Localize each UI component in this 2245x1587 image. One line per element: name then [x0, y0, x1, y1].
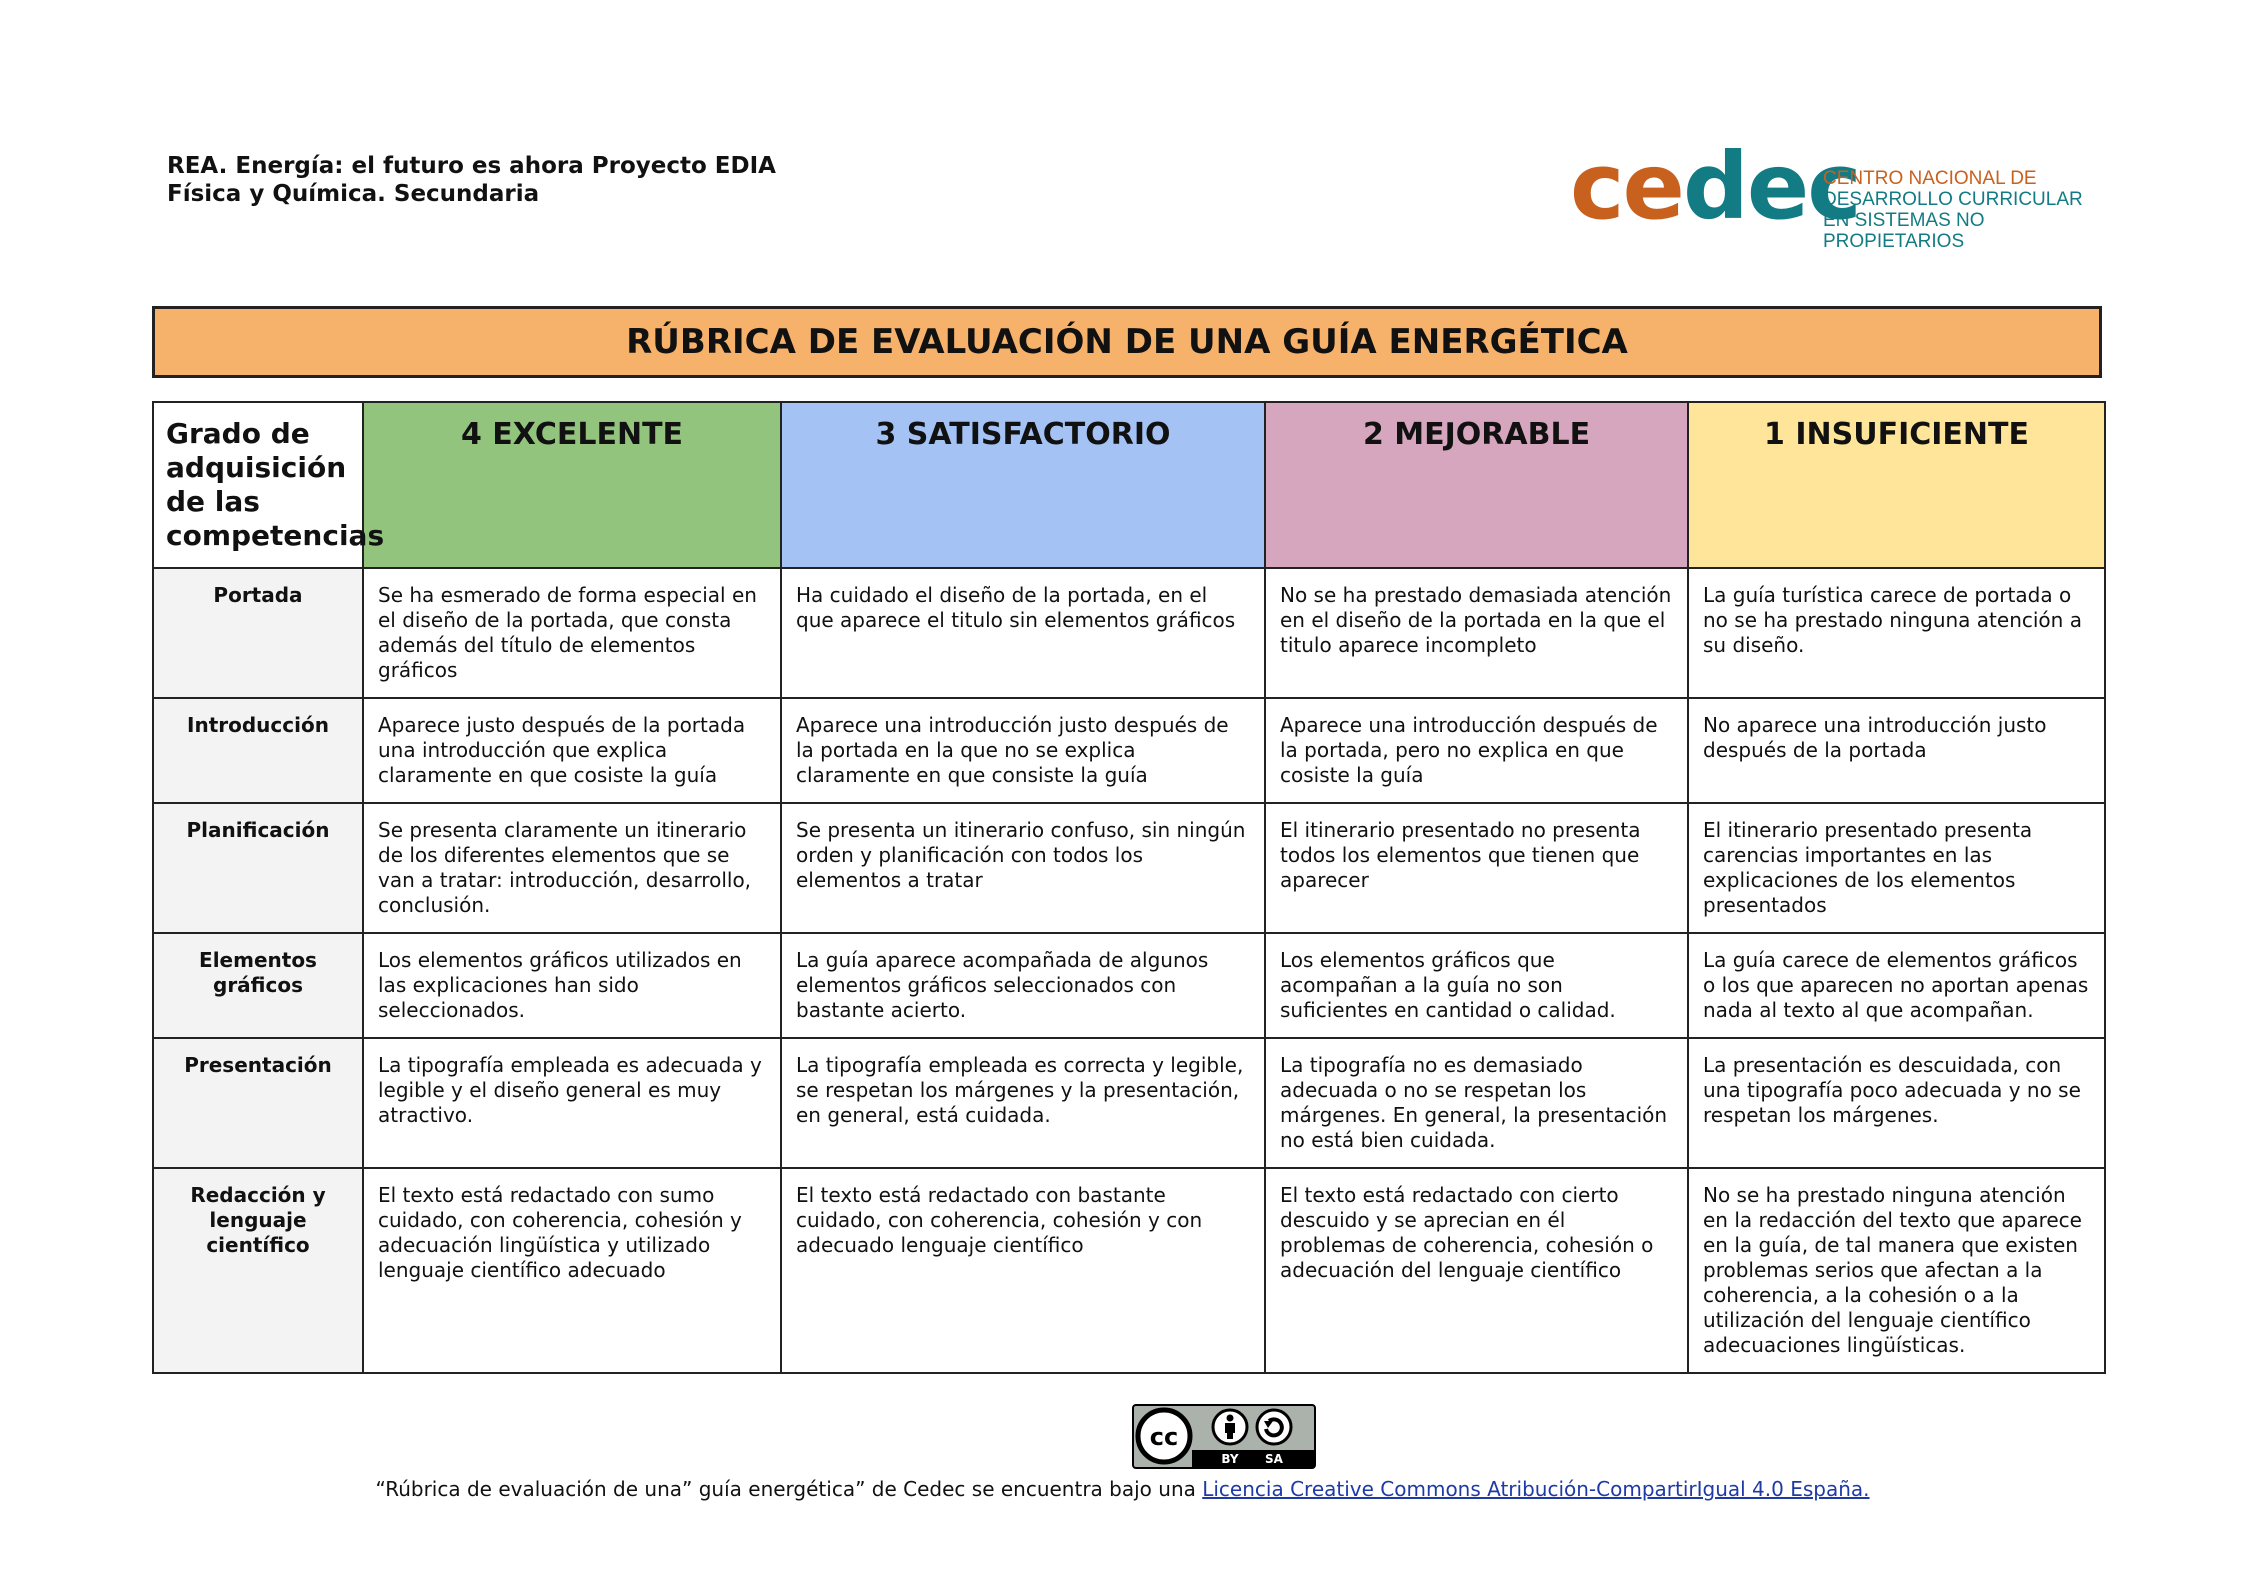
- badge-by-label: BY: [1221, 1452, 1239, 1466]
- rubric-cell: Se presenta claramente un itinerario de los diferentes elementos que se van a tratar: introducción, desarrollo, conclusión.: [363, 803, 781, 933]
- svg-text:cc: cc: [1149, 1423, 1179, 1451]
- rubric-cell: Ha cuidado el diseño de la portada, en el que aparece el titulo sin elementos gráficos: [781, 568, 1265, 698]
- rubric-cell: El texto está redactado con bastante cuidado, con coherencia, cohesión y con adecuado lenguaje científico: [781, 1168, 1265, 1373]
- rubric-title-text: RÚBRICA DE EVALUACIÓN DE UNA GUÍA ENERGÉTICA: [626, 322, 1628, 362]
- criterion-cell: Redacción y lenguaje científico: [153, 1168, 363, 1373]
- rubric-title: [152, 306, 2102, 378]
- rubric-cell: La tipografía empleada es correcta y legible, se respetan los márgenes y la presentación, en general, está cuidada.: [781, 1038, 1265, 1168]
- rubric-cell: Aparece una introducción justo después de la portada en la que no se explica claramente en que consiste la guía: [781, 698, 1265, 803]
- corner-header: Grado de adquisición de las competencias: [153, 402, 363, 568]
- license-footer: [0, 1477, 2245, 1501]
- cedec-logo: [1570, 133, 2100, 252]
- rubric-cell: El itinerario presentado presenta carencias importantes en las explicaciones de los elementos presentados: [1688, 803, 2105, 933]
- level-header-mejorable: 2 MEJORABLE: [1265, 402, 1688, 568]
- license-link[interactable]: Licencia Creative Commons Atribución-CompartirIgual 4.0 España.: [1202, 1477, 1870, 1501]
- table-row: [153, 1168, 2105, 1373]
- rubric-cell: Se presenta un itinerario confuso, sin ningún orden y planificación con todos los elementos a tratar: [781, 803, 1265, 933]
- criterion-cell: Presentación: [153, 1038, 363, 1168]
- level-header-insuficiente: 1 INSUFICIENTE: [1688, 402, 2105, 568]
- rubric-cell: La tipografía empleada es adecuada y legible y el diseño general es muy atractivo.: [363, 1038, 781, 1168]
- share-alike-icon: [1257, 1410, 1291, 1444]
- document-header: [167, 152, 776, 208]
- logo-tagline: [1823, 168, 2100, 252]
- table-row: [153, 803, 2105, 933]
- level-header-satisfactorio: 3 SATISFACTORIO: [781, 402, 1265, 568]
- header-line-2: Física y Química. Secundaria: [167, 181, 540, 207]
- rubric-cell: Los elementos gráficos utilizados en las explicaciones han sido seleccionados.: [363, 933, 781, 1038]
- rubric-cell: El texto está redactado con sumo cuidado, con coherencia, cohesión y adecuación lingüística y utilizado lenguaje científico adecuado: [363, 1168, 781, 1373]
- rubric-cell: No se ha prestado ninguna atención en la redacción del texto que aparece en la guía, de tal manera que existen problemas serios que afectan a la coherencia, a la cohesión o a la utilización del lenguaje científico adecuaciones lingüísticas.: [1688, 1168, 2105, 1373]
- rubric-cell: La tipografía no es demasiado adecuada o no se respetan los márgenes. En general, la presentación no está bien cuidada.: [1265, 1038, 1688, 1168]
- header-line-1: REA. Energía: el futuro es ahora Proyecto EDIA: [167, 153, 776, 179]
- rubric-table: [152, 401, 2106, 1374]
- table-row: [153, 1038, 2105, 1168]
- rubric-cell: Aparece una introducción después de la portada, pero no explica en que cosiste la guía: [1265, 698, 1688, 803]
- rubric-cell: El texto está redactado con cierto descuido y se aprecian en él problemas de coherencia, cohesión o adecuación del lenguaje científico: [1265, 1168, 1688, 1373]
- criterion-cell: Introducción: [153, 698, 363, 803]
- logo-tag-line-1: CENTRO NACIONAL DE: [1823, 168, 2037, 189]
- rubric-cell: La guía aparece acompañada de algunos elementos gráficos seleccionados con bastante acierto.: [781, 933, 1265, 1038]
- criterion-cell: Portada: [153, 568, 363, 698]
- badge-sa-label: SA: [1265, 1452, 1283, 1466]
- rubric-cell: No se ha prestado demasiada atención en el diseño de la portada en la que el titulo aparece incompleto: [1265, 568, 1688, 698]
- rubric-cell: Aparece justo después de la portada una introducción que explica claramente en que cosiste la guía: [363, 698, 781, 803]
- logo-word: cedec: [1570, 133, 1860, 240]
- table-row: [153, 568, 2105, 698]
- rubric-cell: La guía turística carece de portada o no se ha prestado ninguna atención a su diseño.: [1688, 568, 2105, 698]
- rubric-cell: Se ha esmerado de forma especial en el diseño de la portada, que consta además del título de elementos gráficos: [363, 568, 781, 698]
- logo-tag-line-3: EN SISTEMAS NO PROPIETARIOS: [1823, 210, 1985, 252]
- rubric-cell: El itinerario presentado no presenta todos los elementos que tienen que aparecer: [1265, 803, 1688, 933]
- rubric-cell: No aparece una introducción justo después de la portada: [1688, 698, 2105, 803]
- table-row: [153, 933, 2105, 1038]
- logo-tag-line-2: DESARROLLO CURRICULAR: [1823, 189, 2083, 210]
- criterion-cell: Planificación: [153, 803, 363, 933]
- table-row: [153, 698, 2105, 803]
- rubric-cell: La presentación es descuidada, con una tipografía poco adecuada y no se respetan los márgenes.: [1688, 1038, 2105, 1168]
- criterion-cell: Elementos gráficos: [153, 933, 363, 1038]
- license-text: “Rúbrica de evaluación de una” guía energética” de Cedec se encuentra bajo una: [375, 1477, 1203, 1501]
- rubric-cell: Los elementos gráficos que acompañan a la guía no son suficientes en cantidad o calidad.: [1265, 933, 1688, 1038]
- table-header-row: [153, 402, 2105, 568]
- rubric-cell: La guía carece de elementos gráficos o los que aparecen no aportan apenas nada al texto al que acompañan.: [1688, 933, 2105, 1038]
- level-header-excelente: 4 EXCELENTE: [363, 402, 781, 568]
- cc-by-sa-badge[interactable]: [1132, 1404, 1316, 1469]
